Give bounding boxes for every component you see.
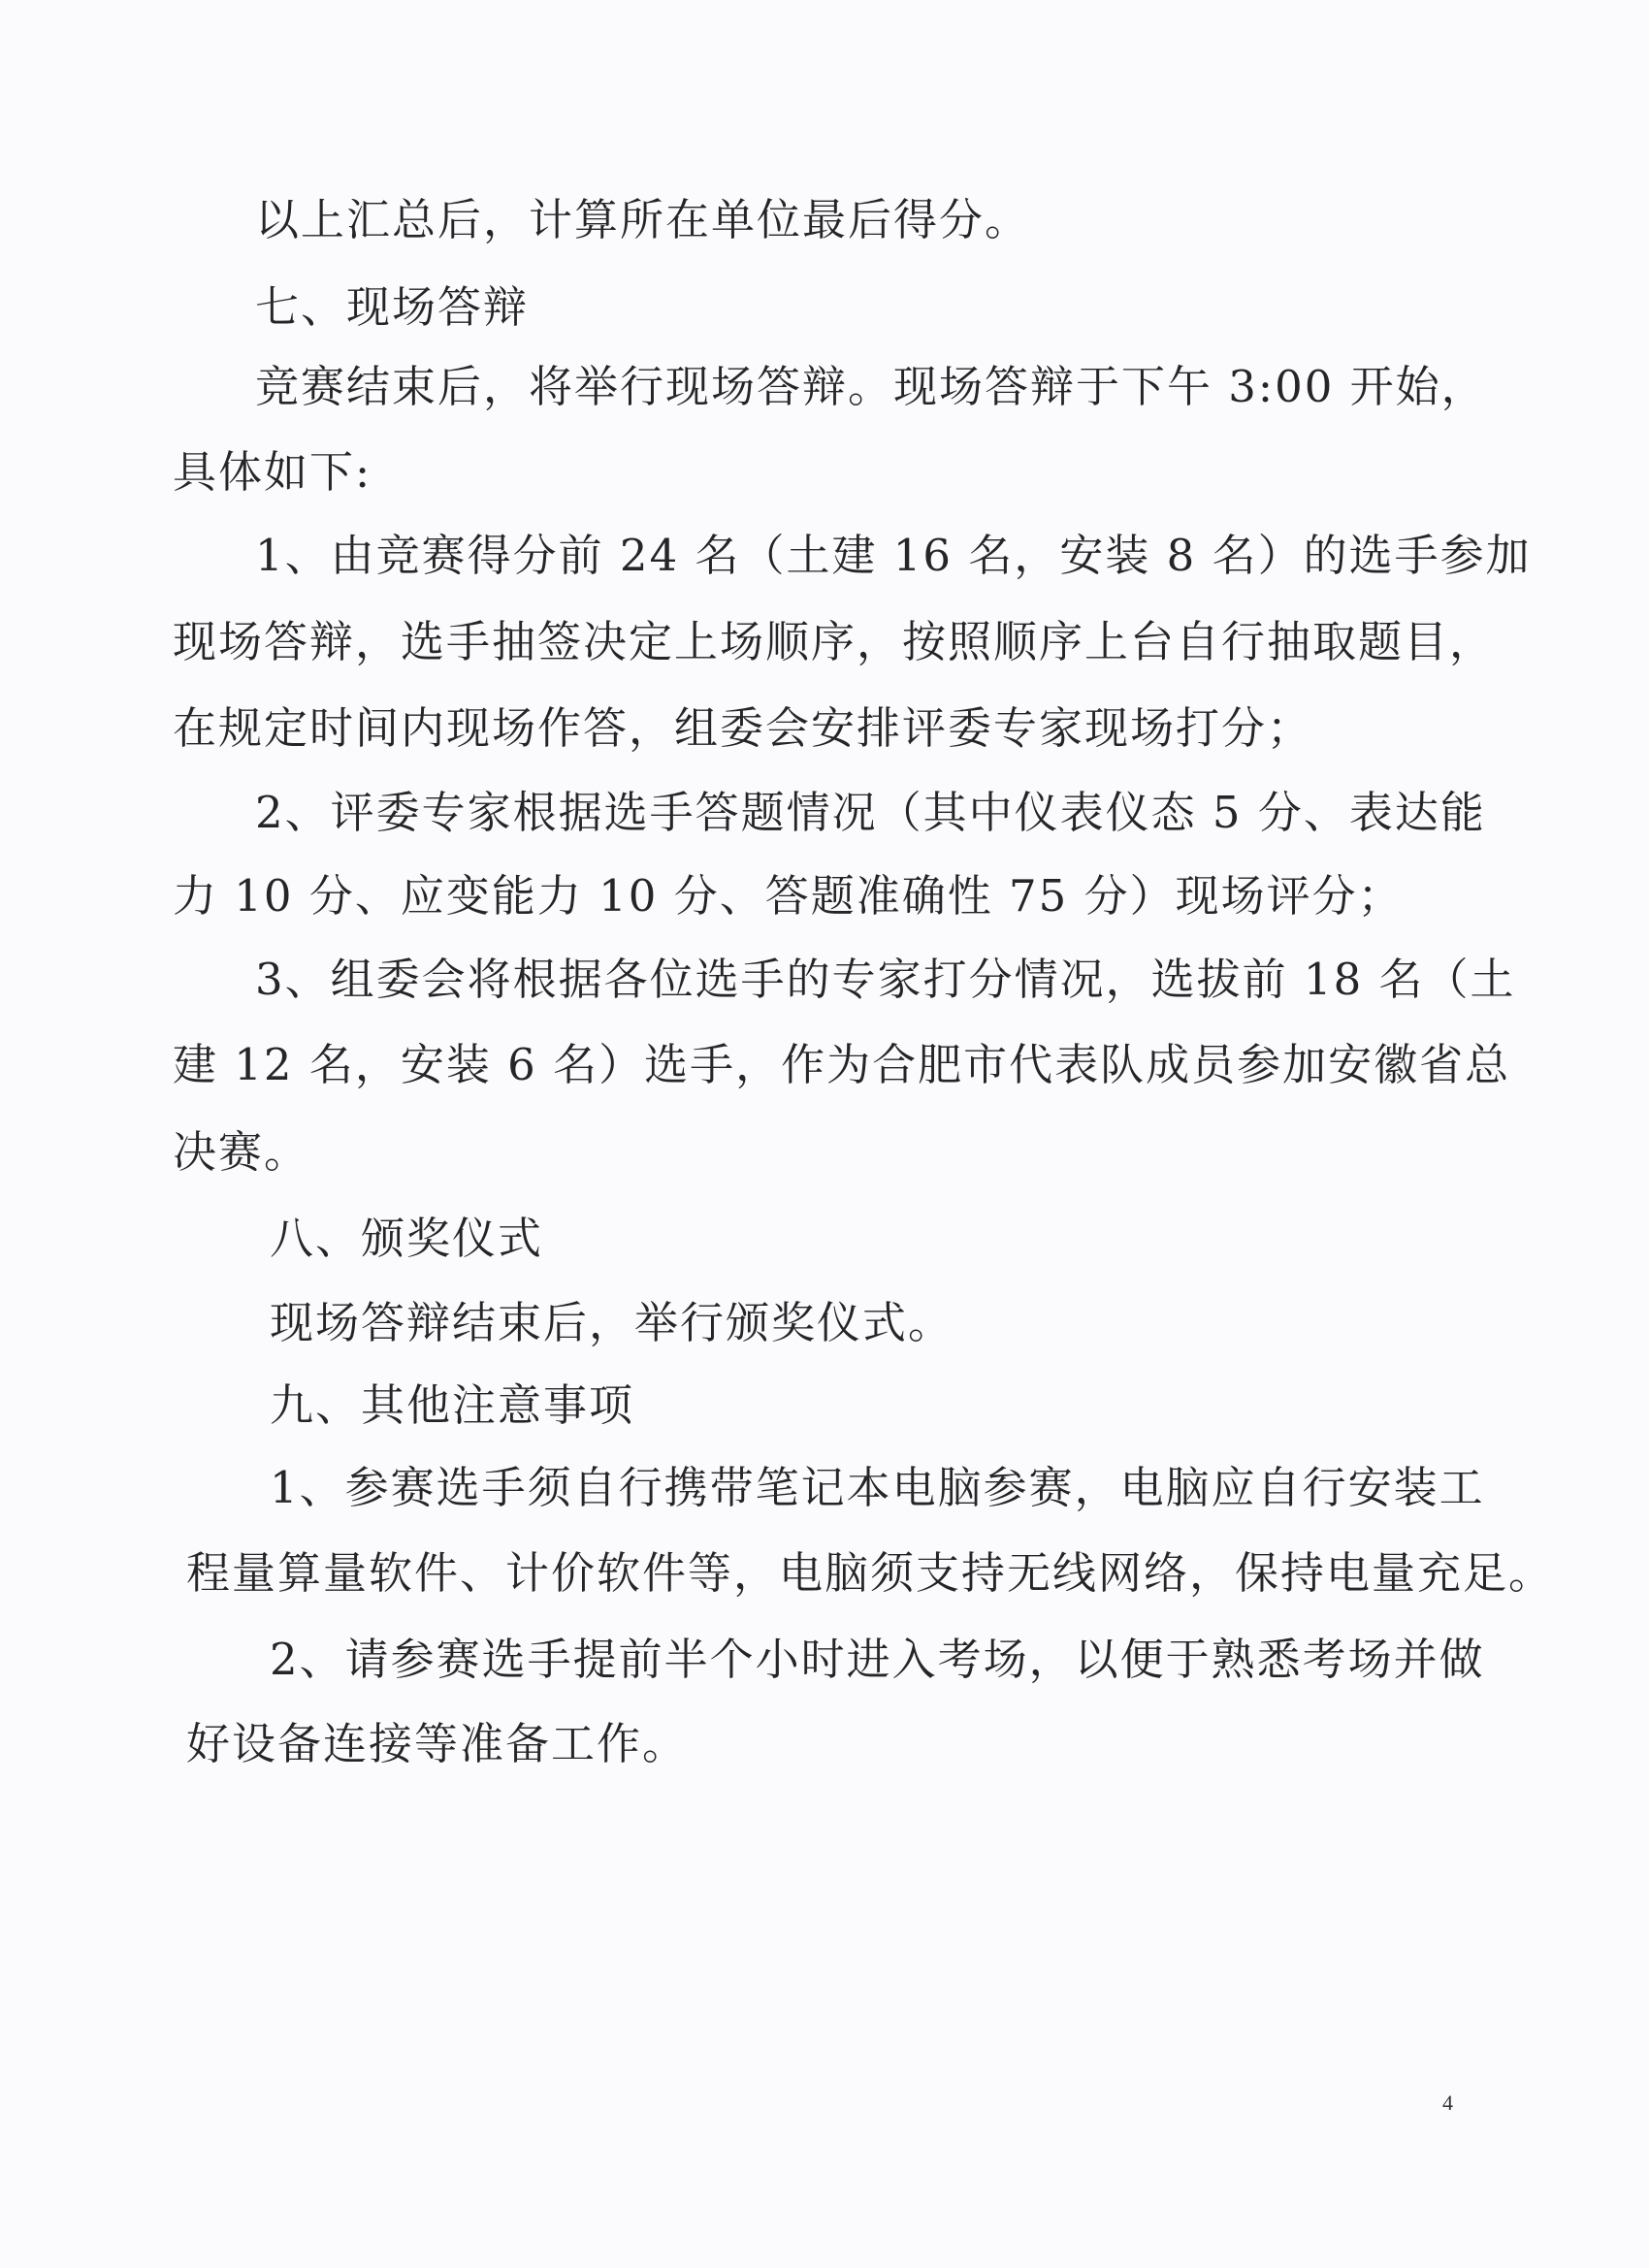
list-item-3-line: 3、组委会将根据各位选手的专家打分情况，选拔前 18 名（土 xyxy=(255,954,1516,1005)
section-7-heading: 七、现场答辩 xyxy=(255,281,530,333)
paragraph-line: 具体如下: xyxy=(173,446,372,498)
section-8-heading: 八、颁奖仪式 xyxy=(270,1213,544,1264)
list-item-2-line: 力 10 分、应变能力 10 分、答题准确性 75 分）现场评分； xyxy=(173,870,1404,922)
list-item-3-line: 决赛。 xyxy=(173,1126,310,1178)
list-item-1-line: 1、由竞赛得分前 24 名（土建 16 名，安装 8 名）的选手参加 xyxy=(255,530,1532,581)
notice-item-2-line: 好设备连接等准备工作。 xyxy=(186,1718,689,1769)
notice-item-2-line: 2、请参赛选手提前半个小时进入考场，以便于熟悉考场并做 xyxy=(270,1634,1485,1685)
notice-item-1-line: 程量算量软件、计价软件等，电脑须支持无线网络，保持电量充足。 xyxy=(186,1547,1555,1599)
list-item-3-line: 建 12 名，安装 6 名）选手，作为合肥市代表队成员参加安徽省总 xyxy=(173,1039,1511,1090)
list-item-2-line: 2、评委专家根据选手答题情况（其中仪表仪态 5 分、表达能 xyxy=(255,787,1486,838)
summary-line: 以上汇总后，计算所在单位最后得分。 xyxy=(255,194,1031,245)
paragraph-line: 现场答辩结束后，举行颁奖仪式。 xyxy=(270,1297,954,1348)
list-item-1-line: 在规定时间内现场作答，组委会安排评委专家现场打分； xyxy=(173,702,1313,754)
page-number: 4 xyxy=(1442,2090,1453,2115)
section-9-heading: 九、其他注意事项 xyxy=(270,1379,635,1431)
notice-item-1-line: 1、参赛选手须自行携带笔记本电脑参赛，电脑应自行安装工 xyxy=(270,1462,1485,1513)
paragraph-line: 竞赛结束后，将举行现场答辩。现场答辩于下午 3:00 开始， xyxy=(255,361,1487,412)
list-item-1-line: 现场答辩，选手抽签决定上场顺序，按照顺序上台自行抽取题目， xyxy=(173,616,1496,667)
